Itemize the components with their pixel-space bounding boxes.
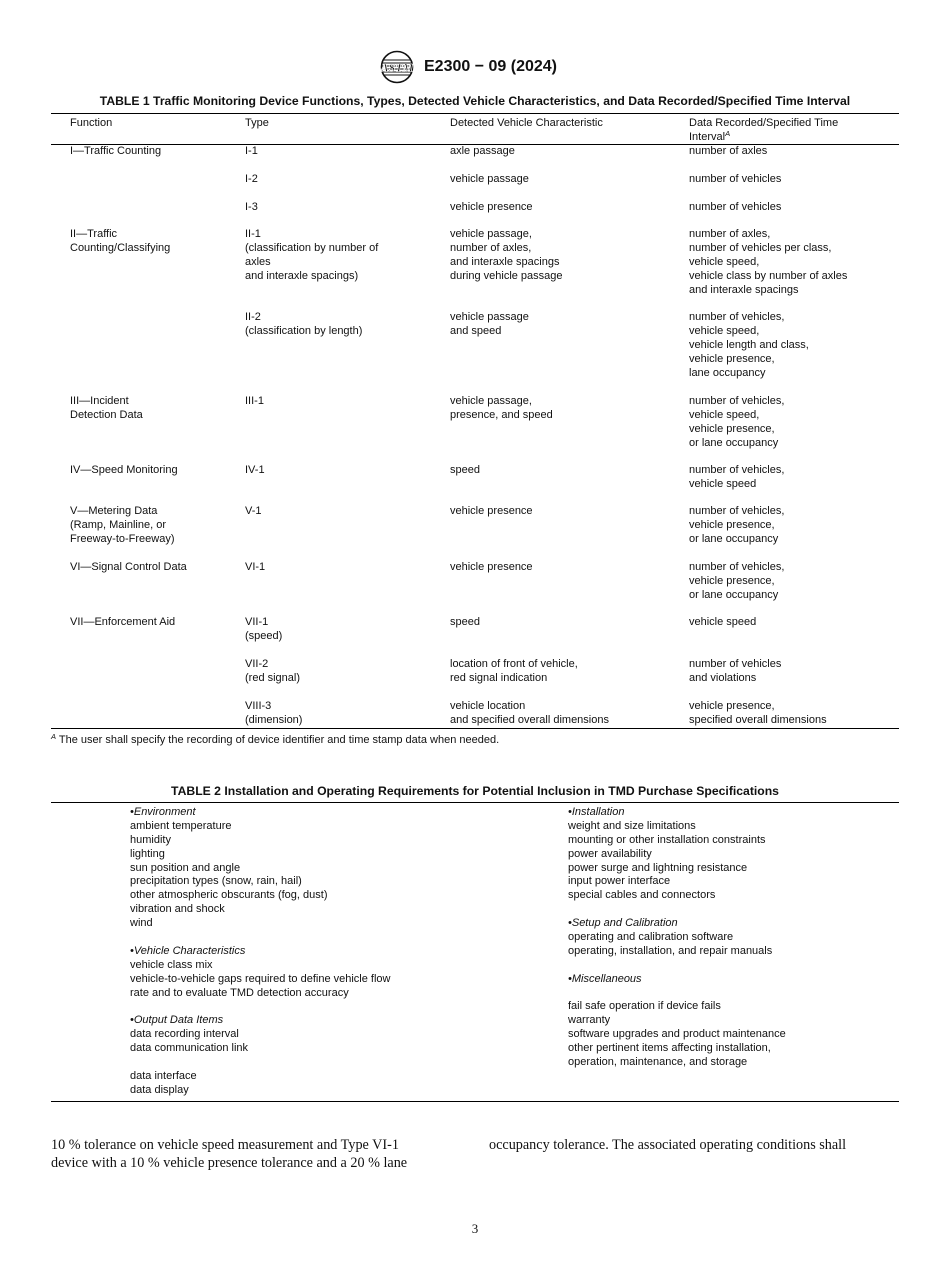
table2-item xyxy=(130,931,390,945)
table1-cell-data xyxy=(689,228,847,298)
table1-cell-line: vehicle speed, xyxy=(689,324,760,337)
table1-cell-data xyxy=(689,658,781,686)
table2-item: other atmospheric obscurants (fog, dust) xyxy=(130,889,328,902)
table1-cell-line: I-1 xyxy=(245,145,258,157)
table1-cell-line: red signal indication xyxy=(450,671,548,684)
table1-cell-line: vehicle class by number of axles xyxy=(689,269,848,282)
table2-item: power availability xyxy=(568,847,652,860)
table1-cell-function xyxy=(70,505,175,547)
table2-item xyxy=(568,903,786,917)
table2-item: ambient temperature xyxy=(130,819,232,832)
table2-item: wind xyxy=(130,917,153,930)
table1-cell-line: and violations xyxy=(689,671,757,684)
table2-item: vibration and shock xyxy=(130,903,225,916)
table1-cell-line: vehicle presence, xyxy=(689,352,775,365)
table1-bottom-rule xyxy=(51,728,899,729)
table1-top-rule xyxy=(51,113,899,114)
table1-cell-data xyxy=(689,616,756,630)
table1-header-type: Type xyxy=(245,117,269,129)
page-header xyxy=(0,50,950,86)
table1-cell-line: axle passage xyxy=(450,145,515,157)
table1-header-data: Data Recorded/Specified Time Interval$^A$ xyxy=(689,117,839,143)
table1-cell-detected xyxy=(450,201,533,215)
table1-cell-line: vehicle presence xyxy=(450,505,533,517)
table1-cell-type xyxy=(245,505,262,519)
table1-cell-line: or lane occupancy xyxy=(689,532,779,545)
table1-cell-function xyxy=(70,616,175,630)
table1-cell-line: lane occupancy xyxy=(689,366,766,379)
table1-cell-line: VI—Signal Control Data xyxy=(70,561,187,573)
table1-cell-line: Freeway-to-Freeway) xyxy=(70,532,175,545)
table1-cell-line: (classification by length) xyxy=(245,324,363,337)
astm-logo-icon xyxy=(380,50,414,84)
table2-section-heading: •Setup and Calibration xyxy=(568,917,678,930)
table2-section-heading: •Output Data Items xyxy=(130,1014,224,1027)
table1-cell-data xyxy=(689,464,784,492)
table1-cell-type xyxy=(245,464,265,478)
table1-cell-detected xyxy=(450,173,529,187)
table1-title: TABLE 1 Traffic Monitoring Device Functions, Types, Detected Vehicle Characteristics, and Data Recorded/Specified Time Interval xyxy=(99,94,851,108)
table1-cell-line: speed xyxy=(450,616,480,628)
table1-cell-line: vehicle passage, xyxy=(450,395,532,407)
table2-right-column xyxy=(568,806,786,1070)
table2-item: data interface xyxy=(130,1069,197,1082)
table1-cell-line: VI-1 xyxy=(245,561,266,573)
table1-cell-type xyxy=(245,616,282,644)
table1-cell-line: II-2 xyxy=(245,311,261,323)
table2-title: TABLE 2 Installation and Operating Requirements for Potential Inclusion in TMD Purchase Specifications xyxy=(171,784,779,798)
table1-cell-line: or lane occupancy xyxy=(689,436,779,449)
table2-item: special cables and connectors xyxy=(568,889,716,902)
table1-cell-line: vehicle presence, xyxy=(689,574,775,587)
table1-cell-line: and interaxle spacings xyxy=(450,255,560,268)
table1-cell-line: Detection Data xyxy=(70,408,143,421)
table2-section-heading: •Installation xyxy=(568,806,625,818)
table2-item: data display xyxy=(130,1083,189,1096)
table1-cell-line: (Ramp, Mainline, or xyxy=(70,518,166,531)
table2-left-column xyxy=(130,806,390,1098)
table2-item: mounting or other installation constraints xyxy=(568,833,766,846)
table1-cell-line: (dimension) xyxy=(245,713,303,726)
table1-cell-detected xyxy=(450,311,529,339)
table1-cell-line: V-1 xyxy=(245,505,262,517)
table1-cell-type xyxy=(245,228,378,284)
table1-cell-line: IV—Speed Monitoring xyxy=(70,464,178,476)
table1-cell-line: number of axles xyxy=(689,145,768,157)
table1-cell-line: and speed xyxy=(450,324,502,337)
table1-cell-type xyxy=(245,145,258,159)
table1-cell-detected xyxy=(450,658,578,686)
table1-cell-line: Counting/Classifying xyxy=(70,241,171,254)
table1-cell-data xyxy=(689,395,784,451)
table1-cell-line: VII-2 xyxy=(245,658,269,670)
table1-cell-line: and interaxle spacings xyxy=(689,283,799,296)
table1-cell-line: vehicle speed xyxy=(689,616,757,628)
table1-cell-line: I—Traffic Counting xyxy=(70,145,162,157)
table1-cell-detected xyxy=(450,145,515,159)
table1-cell-detected xyxy=(450,700,609,728)
table1-cell-line: number of vehicles xyxy=(689,201,782,213)
table2-item: operating and calibration software xyxy=(568,931,734,944)
table2-item: rate and to evaluate TMD detection accuracy xyxy=(130,986,349,999)
table1-cell-line: vehicle presence xyxy=(450,201,533,213)
table1-cell-type xyxy=(245,658,300,686)
table1-cell-data xyxy=(689,173,781,187)
table2-item: humidity xyxy=(130,833,171,846)
table1-cell-line: number of vehicles, xyxy=(689,464,785,476)
table1-cell-data xyxy=(689,505,784,547)
table1-cell-line: vehicle passage, xyxy=(450,228,532,240)
table1-cell-line: vehicle length and class, xyxy=(689,338,809,351)
table1-cell-line: during vehicle passage xyxy=(450,269,563,282)
table1-cell-line: vehicle speed, xyxy=(689,408,760,421)
table1-cell-line: vehicle presence, xyxy=(689,422,775,435)
table2-bottom-rule xyxy=(51,1101,899,1102)
table1-cell-line: I-3 xyxy=(245,201,258,213)
table2-item xyxy=(568,959,786,973)
table2-top-rule xyxy=(51,802,899,803)
page-number: 3 xyxy=(471,1221,479,1236)
table1-cell-line: number of vehicles, xyxy=(689,561,785,573)
table2-item: fail safe operation if device fails xyxy=(568,1000,721,1013)
table2-item: data communication link xyxy=(130,1042,249,1055)
table1-cell-line: II-1 xyxy=(245,228,261,240)
table1-cell-line: vehicle speed, xyxy=(689,255,760,268)
table2-item: warranty xyxy=(568,1014,611,1027)
table2-item: lighting xyxy=(130,847,165,860)
table1-cell-line: vehicle location xyxy=(450,700,526,712)
table1-cell-detected xyxy=(450,228,563,284)
table1-cell-line: (speed) xyxy=(245,629,283,642)
table1-cell-data xyxy=(689,700,827,728)
table2-item: precipitation types (snow, rain, hail) xyxy=(130,875,302,888)
body-paragraph-left-line2: device with a 10 % vehicle presence tolerance and a 20 % lane xyxy=(51,1155,408,1171)
body-paragraph-left-line1: 10 % tolerance on vehicle speed measurement and Type VI-1 xyxy=(51,1137,399,1153)
table1-cell-line: I-2 xyxy=(245,173,258,185)
table1-cell-type xyxy=(245,173,258,187)
table1-cell-data xyxy=(689,311,809,381)
table2-item: operating, installation, and repair manuals xyxy=(568,944,773,957)
table1-cell-line: specified overall dimensions xyxy=(689,713,827,726)
table1-cell-line: V—Metering Data xyxy=(70,505,158,517)
table2-item: software upgrades and product maintenance xyxy=(568,1028,786,1041)
table1-cell-line: vehicle passage xyxy=(450,311,529,323)
table1-cell-line: number of vehicles xyxy=(689,658,782,670)
table1-cell-line: number of axles, xyxy=(689,228,771,240)
table1-cell-line: VII—Enforcement Aid xyxy=(70,616,176,628)
table1-cell-line: III—Incident xyxy=(70,395,129,407)
table1-cell-line: number of vehicles per class, xyxy=(689,241,832,254)
table2-item: weight and size limitations xyxy=(568,819,696,832)
table2-item: operation, maintenance, and storage xyxy=(568,1056,748,1069)
table1-cell-line: vehicle passage xyxy=(450,173,529,185)
table1-cell-detected xyxy=(450,464,480,478)
table1-cell-line: number of vehicles, xyxy=(689,395,785,407)
table1-cell-type xyxy=(245,700,302,728)
table1-header-function: Function xyxy=(70,117,113,129)
table1-cell-line: IV-1 xyxy=(245,464,265,476)
table1-cell-function xyxy=(70,561,187,575)
table1-footnote: $^A$ The user shall specify the recording of device identifier and time stamp data when needed. xyxy=(51,732,500,746)
table2-item: other pertinent items affecting installation, xyxy=(568,1042,771,1055)
table1-cell-line: number of vehicles, xyxy=(689,311,785,323)
table1-cell-line: VII-1 xyxy=(245,616,269,628)
table1-cell-detected xyxy=(450,395,553,423)
table2-item xyxy=(130,1056,390,1070)
table1-cell-line: speed xyxy=(450,464,480,476)
table1-cell-line: presence, and speed xyxy=(450,408,553,421)
table1-cell-detected xyxy=(450,561,533,575)
table2-item xyxy=(568,987,786,1001)
table2-item xyxy=(130,1000,390,1014)
svg-text:ASTM: ASTM xyxy=(380,60,414,75)
table1-cell-line: number of axles, xyxy=(450,241,532,254)
body-paragraph-right-line1: occupancy tolerance. The associated operating conditions shall xyxy=(489,1137,847,1153)
table1-cell-type xyxy=(245,201,258,215)
table1-cell-function xyxy=(70,464,178,478)
table1-cell-data xyxy=(689,145,767,159)
table1-cell-line: axles xyxy=(245,255,271,268)
table2-item: vehicle-to-vehicle gaps required to define vehicle flow xyxy=(130,972,391,985)
table1-cell-type xyxy=(245,395,264,409)
table1-cell-type xyxy=(245,561,265,575)
table1-cell-detected xyxy=(450,616,480,630)
table1-cell-function xyxy=(70,228,170,256)
table1-cell-line: number of vehicles, xyxy=(689,505,785,517)
table1-cell-function xyxy=(70,395,143,423)
standard-designation: E2300 − 09 (2024) xyxy=(424,58,557,75)
table1-cell-line: (classification by number of xyxy=(245,241,379,254)
table1-cell-line: vehicle presence, xyxy=(689,518,775,531)
table1-header-detected: Detected Vehicle Characteristic xyxy=(450,117,603,129)
table1-cell-line: III-1 xyxy=(245,395,264,407)
table1-cell-line: and specified overall dimensions xyxy=(450,713,609,726)
table1-cell-line: vehicle presence, xyxy=(689,700,775,712)
table2-section-heading: •Miscellaneous xyxy=(568,972,642,985)
table1-cell-line: number of vehicles xyxy=(689,173,782,185)
table2-section-heading: •Environment xyxy=(130,806,196,818)
table1-cell-line: vehicle presence xyxy=(450,561,533,573)
table1-cell-line: VIII-3 xyxy=(245,700,272,712)
table1-cell-detected xyxy=(450,505,533,519)
table1-cell-data xyxy=(689,561,784,603)
table1-cell-line: and interaxle spacings) xyxy=(245,269,359,282)
table1-cell-line: location of front of vehicle, xyxy=(450,658,578,670)
table2-item: vehicle class mix xyxy=(130,958,213,971)
table2-item: input power interface xyxy=(568,875,671,888)
table2-item: data recording interval xyxy=(130,1028,239,1041)
table1-cell-type xyxy=(245,311,362,339)
table2-item: sun position and angle xyxy=(130,861,241,874)
table2-section-heading: •Vehicle Characteristics xyxy=(130,944,246,957)
table1-cell-function xyxy=(70,145,161,159)
table1-cell-line: vehicle speed xyxy=(689,477,757,490)
table2-item: power surge and lightning resistance xyxy=(568,861,748,874)
table1-cell-line: II—Traffic xyxy=(70,228,118,240)
table1-cell-line: (red signal) xyxy=(245,671,301,684)
table1-cell-data xyxy=(689,201,781,215)
table1-cell-line: or lane occupancy xyxy=(689,588,779,601)
